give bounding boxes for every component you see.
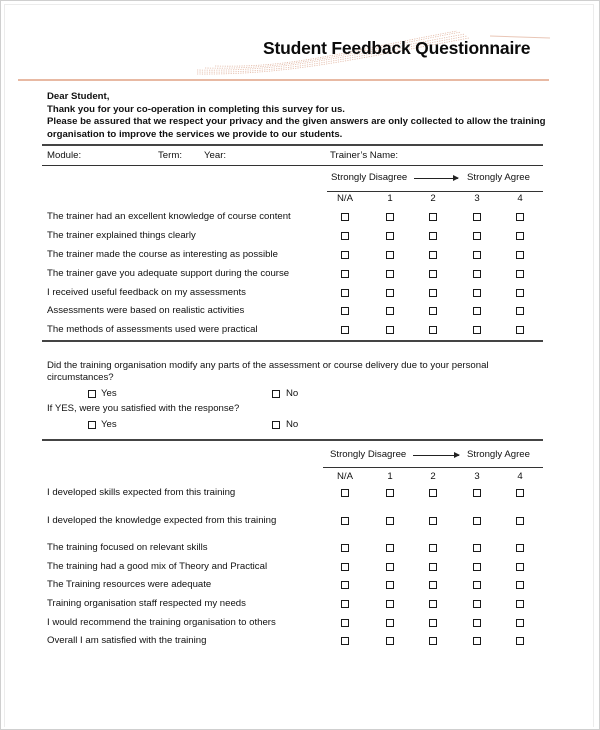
rating-checkbox-2[interactable] [429,326,437,334]
rating-checkbox-3[interactable] [473,213,481,221]
rating-checkbox-4[interactable] [516,213,524,221]
rating-checkbox-1[interactable] [386,232,394,240]
rating-checkbox-na[interactable] [341,544,349,552]
rating-checkbox-na[interactable] [341,619,349,627]
rating-checkbox-3[interactable] [473,600,481,608]
rating-item-label: I would recommend the training organisation to others [47,617,276,628]
q2-yes-label: Yes [101,419,117,430]
rating-checkbox-2[interactable] [429,581,437,589]
rating-item-label: The methods of assessments used were practical [47,324,258,335]
rating-checkbox-3[interactable] [473,581,481,589]
rating-checkbox-4[interactable] [516,270,524,278]
section2-column-header: 2 [430,471,436,482]
term-label: Term: [158,150,182,161]
scale-high-label: Strongly Agree [467,172,530,183]
scale-low-label: Strongly Disagree [331,172,408,183]
q1-yes-checkbox[interactable] [88,390,96,398]
scale-high-label-2: Strongly Agree [467,449,530,460]
section2-column-header: 1 [387,471,393,482]
rating-item-label: The training focused on relevant skills [47,542,208,553]
rating-checkbox-3[interactable] [473,563,481,571]
rating-checkbox-3[interactable] [473,619,481,627]
rating-checkbox-3[interactable] [473,270,481,278]
rating-checkbox-1[interactable] [386,581,394,589]
q1-no-checkbox[interactable] [272,390,280,398]
rating-checkbox-1[interactable] [386,213,394,221]
rating-checkbox-3[interactable] [473,307,481,315]
rating-checkbox-2[interactable] [429,619,437,627]
rating-checkbox-1[interactable] [386,251,394,259]
rating-checkbox-3[interactable] [473,289,481,297]
rating-checkbox-1[interactable] [386,307,394,315]
rating-checkbox-3[interactable] [473,326,481,334]
rating-checkbox-1[interactable] [386,489,394,497]
section2-column-header: 3 [474,471,480,482]
section1-bottom-divider [42,340,543,342]
rating-checkbox-na[interactable] [341,563,349,571]
rating-checkbox-4[interactable] [516,489,524,497]
rating-checkbox-na[interactable] [341,307,349,315]
rating-checkbox-4[interactable] [516,637,524,645]
rating-item-label: Overall I am satisfied with the training [47,635,207,646]
rating-checkbox-3[interactable] [473,517,481,525]
rating-checkbox-na[interactable] [341,289,349,297]
rating-item-label: The training had a good mix of Theory and Practical [47,561,268,572]
rating-checkbox-1[interactable] [386,270,394,278]
rating-item-label: I developed skills expected from this training [47,487,236,498]
rating-checkbox-2[interactable] [429,637,437,645]
scale-divider-2 [323,467,543,468]
rating-checkbox-1[interactable] [386,289,394,297]
rating-checkbox-3[interactable] [473,637,481,645]
questions-bottom-divider [42,439,543,441]
rating-checkbox-na[interactable] [341,517,349,525]
scale-arrow-icon [414,178,458,179]
rating-checkbox-1[interactable] [386,619,394,627]
section1-column-header: 1 [387,193,393,204]
question-1-line-2: circumstances? [47,372,114,383]
rating-checkbox-na[interactable] [341,326,349,334]
q2-no-checkbox[interactable] [272,421,280,429]
section2-column-header: N/A [337,471,353,482]
rating-checkbox-na[interactable] [341,489,349,497]
rating-checkbox-na[interactable] [341,637,349,645]
section2-column-header: 4 [517,471,523,482]
trainer-name-label: Trainer’s Name: [330,150,399,161]
section1-column-header: 2 [430,193,436,204]
rating-checkbox-4[interactable] [516,581,524,589]
rating-item-label: Assessments were based on realistic activities [47,305,245,316]
year-label: Year: [204,150,227,161]
q1-yes-label: Yes [101,388,117,399]
rating-checkbox-na[interactable] [341,581,349,589]
section-divider [42,144,543,146]
rating-checkbox-4[interactable] [516,326,524,334]
section1-column-header: 3 [474,193,480,204]
rating-checkbox-na[interactable] [341,232,349,240]
intro-line-2: Please be assured that we respect your privacy and the given answers are only collected to allow the training [47,116,546,127]
rating-checkbox-2[interactable] [429,489,437,497]
question-1-line-1: Did the training organisation modify any parts of the assessment or course delivery due to your personal [47,360,489,371]
greeting: Dear Student, [47,91,110,102]
scale-arrow-icon-2 [413,455,459,456]
rating-item-label: The trainer explained things clearly [47,230,196,241]
scale-divider [327,191,543,192]
rating-checkbox-4[interactable] [516,563,524,571]
rating-checkbox-3[interactable] [473,489,481,497]
rating-checkbox-2[interactable] [429,544,437,552]
rating-checkbox-na[interactable] [341,213,349,221]
rating-checkbox-na[interactable] [341,251,349,259]
rating-checkbox-1[interactable] [386,563,394,571]
rating-item-label: The trainer made the course as interesting as possible [47,249,278,260]
rating-checkbox-4[interactable] [516,289,524,297]
rating-checkbox-1[interactable] [386,637,394,645]
rating-checkbox-2[interactable] [429,251,437,259]
rating-checkbox-2[interactable] [429,563,437,571]
rating-checkbox-na[interactable] [341,270,349,278]
rating-checkbox-4[interactable] [516,544,524,552]
rating-checkbox-3[interactable] [473,544,481,552]
rating-checkbox-4[interactable] [516,307,524,315]
rating-checkbox-3[interactable] [473,251,481,259]
rating-item-label: Training organisation staff respected my needs [47,598,246,609]
rating-checkbox-1[interactable] [386,544,394,552]
rating-checkbox-2[interactable] [429,213,437,221]
rating-item-label: I received useful feedback on my assessments [47,287,246,298]
rating-checkbox-2[interactable] [429,517,437,525]
rating-item-label: The trainer had an excellent knowledge of course content [47,211,291,222]
rating-checkbox-3[interactable] [473,232,481,240]
intro-line-1: Thank you for your co-operation in completing this survey for us. [47,104,345,115]
rating-checkbox-2[interactable] [429,600,437,608]
rating-item-label: I developed the knowledge expected from this training [47,515,277,526]
scale-low-label-2: Strongly Disagree [330,449,407,460]
rating-checkbox-4[interactable] [516,232,524,240]
section1-column-header: 4 [517,193,523,204]
rating-checkbox-2[interactable] [429,232,437,240]
rating-item-label: The Training resources were adequate [47,579,212,590]
page-title: Student Feedback Questionnaire [263,38,531,58]
q2-no-label: No [286,419,299,430]
module-label: Module: [47,150,82,161]
rating-checkbox-4[interactable] [516,517,524,525]
q1-no-label: No [286,388,299,399]
rating-checkbox-1[interactable] [386,326,394,334]
rating-checkbox-4[interactable] [516,619,524,627]
rating-checkbox-na[interactable] [341,600,349,608]
rating-checkbox-4[interactable] [516,251,524,259]
q2-yes-checkbox[interactable] [88,421,96,429]
info-divider [42,165,543,166]
header-divider [18,79,549,81]
rating-checkbox-4[interactable] [516,600,524,608]
intro-line-3: organisation to improve the services we provide to our students. [47,129,343,140]
rating-checkbox-2[interactable] [429,270,437,278]
question-2: If YES, were you satisfied with the response? [47,403,240,414]
rating-checkbox-2[interactable] [429,307,437,315]
section1-column-header: N/A [337,193,353,204]
rating-checkbox-1[interactable] [386,517,394,525]
rating-checkbox-1[interactable] [386,600,394,608]
rating-item-label: The trainer gave you adequate support during the course [47,268,290,279]
rating-checkbox-2[interactable] [429,289,437,297]
